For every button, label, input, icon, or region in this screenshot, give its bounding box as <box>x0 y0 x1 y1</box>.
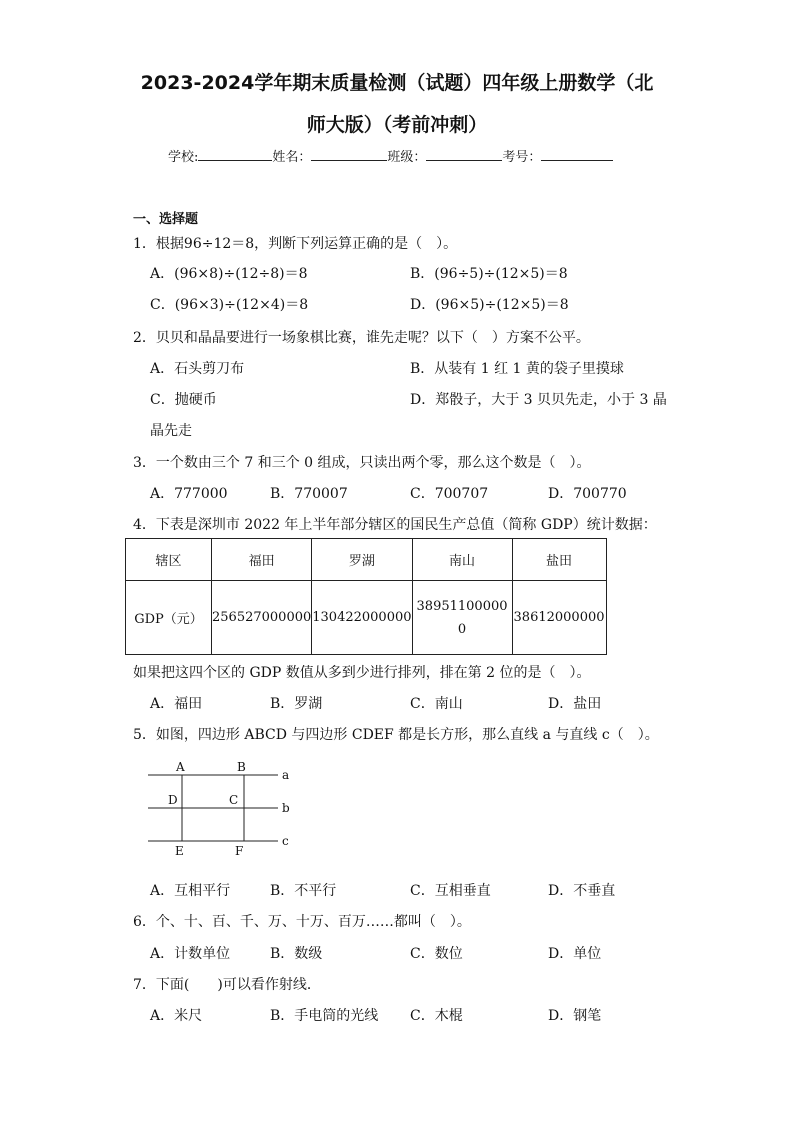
q6-option-a[interactable]: A．计数单位 <box>150 946 231 962</box>
question-1-stem: 1．根据96÷12＝8，判断下列运算正确的是（ ）。 <box>133 236 458 252</box>
nanshan-value-wrap: 0 <box>457 621 467 637</box>
q2-option-d[interactable]: D．郑骰子，大于 3 贝贝先走，小于 3 晶 <box>410 392 667 408</box>
label-line-a: a <box>282 768 290 782</box>
table-cell: 256527000000 <box>212 581 312 655</box>
question-2-stem: 2．贝贝和晶晶要进行一场象棋比赛，谁先走呢？以下（ ）方案不公平。 <box>133 330 590 346</box>
q5-option-d[interactable]: D．不垂直 <box>548 883 616 899</box>
q4-option-c[interactable]: C．南山 <box>410 696 463 712</box>
q3-option-a[interactable]: A．777000 <box>150 486 228 502</box>
table-cell-nanshan <box>412 581 512 655</box>
class-label: 班级： <box>387 150 427 165</box>
table-header-cell: 罗湖 <box>312 539 412 581</box>
q1-option-a[interactable]: A．(96×8)÷(12÷8)＝8 <box>150 266 308 282</box>
title-line-1: 2023-2024学年期末质量检测（试题）四年级上册数学（北 <box>140 72 654 94</box>
question-5-stem: 5．如图，四边形 ABCD 与四边形 CDEF 都是长方形，那么直线 a 与直线 c（ ）。 <box>133 727 659 743</box>
q7-option-a[interactable]: A．米尺 <box>150 1008 203 1024</box>
section-heading: 一、选择题 <box>133 212 199 227</box>
q6-option-b[interactable]: B．数级 <box>270 946 323 962</box>
q7-option-d[interactable]: D．钢笔 <box>548 1008 602 1024</box>
q4-option-d[interactable]: D．盐田 <box>548 696 602 712</box>
title-line-2: 师大版）（考前冲刺） <box>306 114 488 136</box>
question-3-stem: 3．一个数由三个 7 和三个 0 组成，只读出两个零，那么这个数是（ ）。 <box>133 455 591 471</box>
table-row-label: GDP（元） <box>126 581 212 655</box>
school-blank[interactable] <box>198 148 272 161</box>
q3-option-b[interactable]: B．770007 <box>270 486 348 502</box>
q1-option-b[interactable]: B．(96÷5)÷(12×5)＝8 <box>410 266 568 282</box>
label-point-a: A <box>176 760 185 774</box>
label-point-c: C <box>229 793 239 807</box>
q7-option-c[interactable]: C．木棍 <box>410 1008 463 1024</box>
table-header-cell: 福田 <box>212 539 312 581</box>
q6-option-c[interactable]: C．数位 <box>410 946 463 962</box>
table-cell: 130422000000 <box>312 581 412 655</box>
label-point-d: D <box>168 793 178 807</box>
q1-option-d[interactable]: D．(96×5)÷(12×5)＝8 <box>410 297 569 313</box>
id-label: 考号： <box>502 150 542 165</box>
q7-option-b[interactable]: B．手电筒的光线 <box>270 1008 379 1024</box>
q4-option-b[interactable]: B．罗湖 <box>270 696 323 712</box>
table-header-cell: 辖区 <box>126 539 212 581</box>
label-point-b: B <box>237 760 246 774</box>
student-info-row <box>168 146 613 165</box>
label-point-f: F <box>235 844 244 858</box>
gdp-table <box>125 538 607 655</box>
table-header-cell: 盐田 <box>512 539 606 581</box>
q3-option-c[interactable]: C．700707 <box>410 486 489 502</box>
label-line-c: c <box>282 834 289 848</box>
q1-option-c[interactable]: C．(96×3)÷(12×4)＝8 <box>150 297 309 313</box>
class-blank[interactable] <box>426 148 502 161</box>
question-7-stem: 7．下面( )可以看作射线． <box>133 977 321 993</box>
q5-option-c[interactable]: C．互相垂直 <box>410 883 491 899</box>
question-6-stem: 6．个、十、百、千、万、十万、百万……都叫（ ）。 <box>133 914 471 930</box>
nanshan-value: 38951100000 <box>416 598 508 614</box>
q5-option-b[interactable]: B．不平行 <box>270 883 337 899</box>
question-4-stem: 4．下表是深圳市 2022 年上半年部分辖区的国民生产总值（简称 GDP）统计数据： <box>133 517 657 533</box>
q2-option-a[interactable]: A．石头剪刀布 <box>150 361 245 377</box>
school-label: 学校: <box>168 150 199 165</box>
label-line-b: b <box>282 801 290 815</box>
name-blank[interactable] <box>311 148 387 161</box>
q2-option-c[interactable]: C．抛硬币 <box>150 392 217 408</box>
label-point-e: E <box>175 844 184 858</box>
question-4-followup: 如果把这四个区的 GDP 数值从多到少进行排列，排在第 2 位的是（ ）。 <box>133 665 591 681</box>
table-header-cell: 南山 <box>412 539 512 581</box>
table-cell: 38612000000 <box>512 581 606 655</box>
q2-option-d-continued: 晶先走 <box>150 423 192 439</box>
q6-option-d[interactable]: D．单位 <box>548 946 602 962</box>
q2-option-b[interactable]: B．从装有 1 红 1 黄的袋子里摸球 <box>410 361 624 377</box>
name-label: 姓名： <box>272 150 312 165</box>
q4-option-a[interactable]: A．福田 <box>150 696 203 712</box>
rectangle-figure <box>140 755 310 865</box>
q5-option-a[interactable]: A．互相平行 <box>150 883 231 899</box>
table-header-row <box>126 539 607 581</box>
table-row <box>126 581 607 655</box>
q3-option-d[interactable]: D．700770 <box>548 486 627 502</box>
id-blank[interactable] <box>541 148 613 161</box>
